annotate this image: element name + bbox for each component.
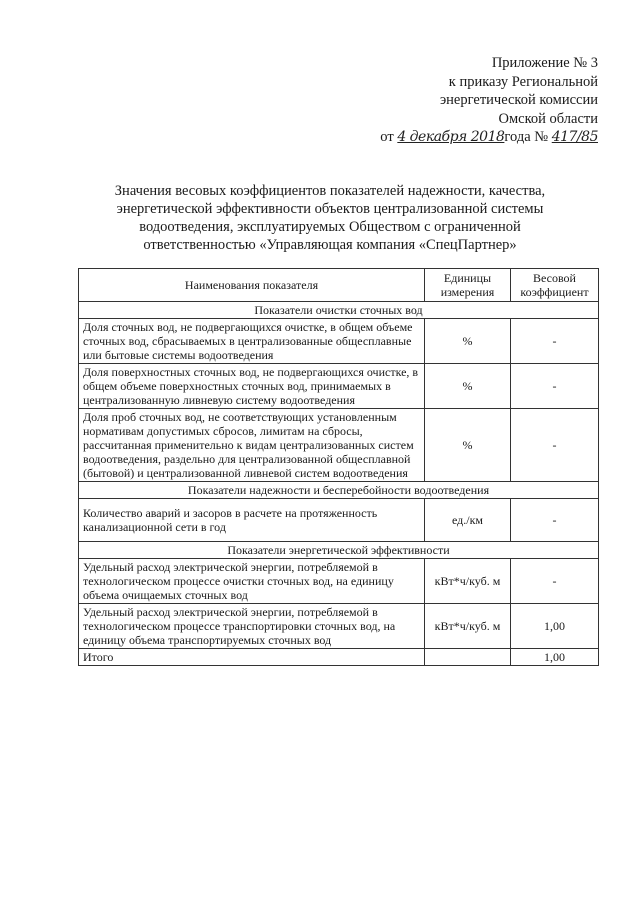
row-unit: кВт*ч/куб. м: [425, 559, 511, 604]
table-row: [79, 409, 599, 482]
row-unit: ед./км: [425, 499, 511, 542]
coefficients-table: [78, 268, 599, 666]
row-name: Доля проб сточных вод, не соответствующих установленным нормативам допустимых сбросов, лимитам на сбросы, рассчитанная применительно к видам централизованных систем водоотведения, раздельно для централизованной общесплавной (бытовой) и централизованной ливневой систем водоотведения: [79, 409, 425, 482]
total-weight: 1,00: [511, 649, 599, 666]
table-row: [79, 604, 599, 649]
appendix-date-line: [338, 128, 598, 147]
row-unit: %: [425, 319, 511, 364]
section-title: Показатели энергетической эффективности: [79, 542, 599, 559]
table-row: [79, 499, 599, 542]
row-unit: кВт*ч/куб. м: [425, 604, 511, 649]
header-weight: Весовой коэффициент: [511, 269, 599, 302]
appendix-commission: энергетической комиссии: [439, 92, 598, 108]
appendix-order-ref: к приказу Региональной: [448, 73, 598, 90]
total-unit: [425, 649, 511, 666]
row-unit: %: [425, 364, 511, 409]
title-line-3: водоотведения, эксплуатируемых Обществом с ограниченной: [139, 219, 521, 235]
row-weight: -: [511, 364, 599, 409]
table-header-row: [79, 269, 599, 302]
row-name: Доля сточных вод, не подвергающихся очистке, в общем объеме сточных вод, сбрасываемых в централизованные общесплавные или бытовые системы водоотведения: [79, 319, 425, 364]
appendix-header: [338, 54, 598, 147]
handwritten-date: 4 декабря 2018: [397, 129, 505, 145]
table-row: [79, 319, 599, 364]
row-name: Количество аварий и засоров в расчете на протяженность канализационной сети в год: [79, 499, 425, 542]
date-prefix: от: [380, 129, 394, 145]
row-unit: %: [425, 409, 511, 482]
title-line-4: ответственностью «Управляющая компания «СпецПартнер»: [143, 237, 517, 253]
title-line-2: энергетической эффективности объектов централизованной системы: [116, 201, 544, 217]
row-name: Удельный расход электрической энергии, потребляемой в технологическом процессе очистки сточных вод, на единицу объема очищаемых сточных вод: [79, 559, 425, 604]
total-row: [79, 649, 599, 666]
row-weight: -: [511, 319, 599, 364]
section-row: [79, 302, 599, 319]
section-title: Показатели надежности и бесперебойности водоотведения: [79, 482, 599, 499]
header-unit: Единицы измерения: [425, 269, 511, 302]
row-name: Доля поверхностных сточных вод, не подвергающихся очистке, в общем объеме поверхностных сточных вод, принимаемых в централизованную ливневую систему водоотведения: [79, 364, 425, 409]
row-weight: -: [511, 499, 599, 542]
header-name: Наименования показателя: [79, 269, 425, 302]
section-row: [79, 542, 599, 559]
row-weight: -: [511, 409, 599, 482]
appendix-region: Омской области: [498, 110, 598, 127]
section-row: [79, 482, 599, 499]
title-line-1: Значения весовых коэффициентов показателей надежности, качества,: [114, 183, 546, 199]
table-row: [79, 364, 599, 409]
total-label: Итого: [79, 649, 425, 666]
handwritten-number: 417/85: [551, 129, 598, 145]
row-weight: -: [511, 559, 599, 604]
row-weight: 1,00: [511, 604, 599, 649]
appendix-number: Приложение № 3: [491, 55, 598, 71]
document-title: [90, 182, 570, 254]
row-name: Удельный расход электрической энергии, потребляемой в технологическом процессе транспортировки сточных вод, на единицу объема транспортируемых сточных вод: [79, 604, 425, 649]
table-row: [79, 559, 599, 604]
date-mid: года №: [504, 129, 549, 145]
section-title: Показатели очистки сточных вод: [79, 302, 599, 319]
